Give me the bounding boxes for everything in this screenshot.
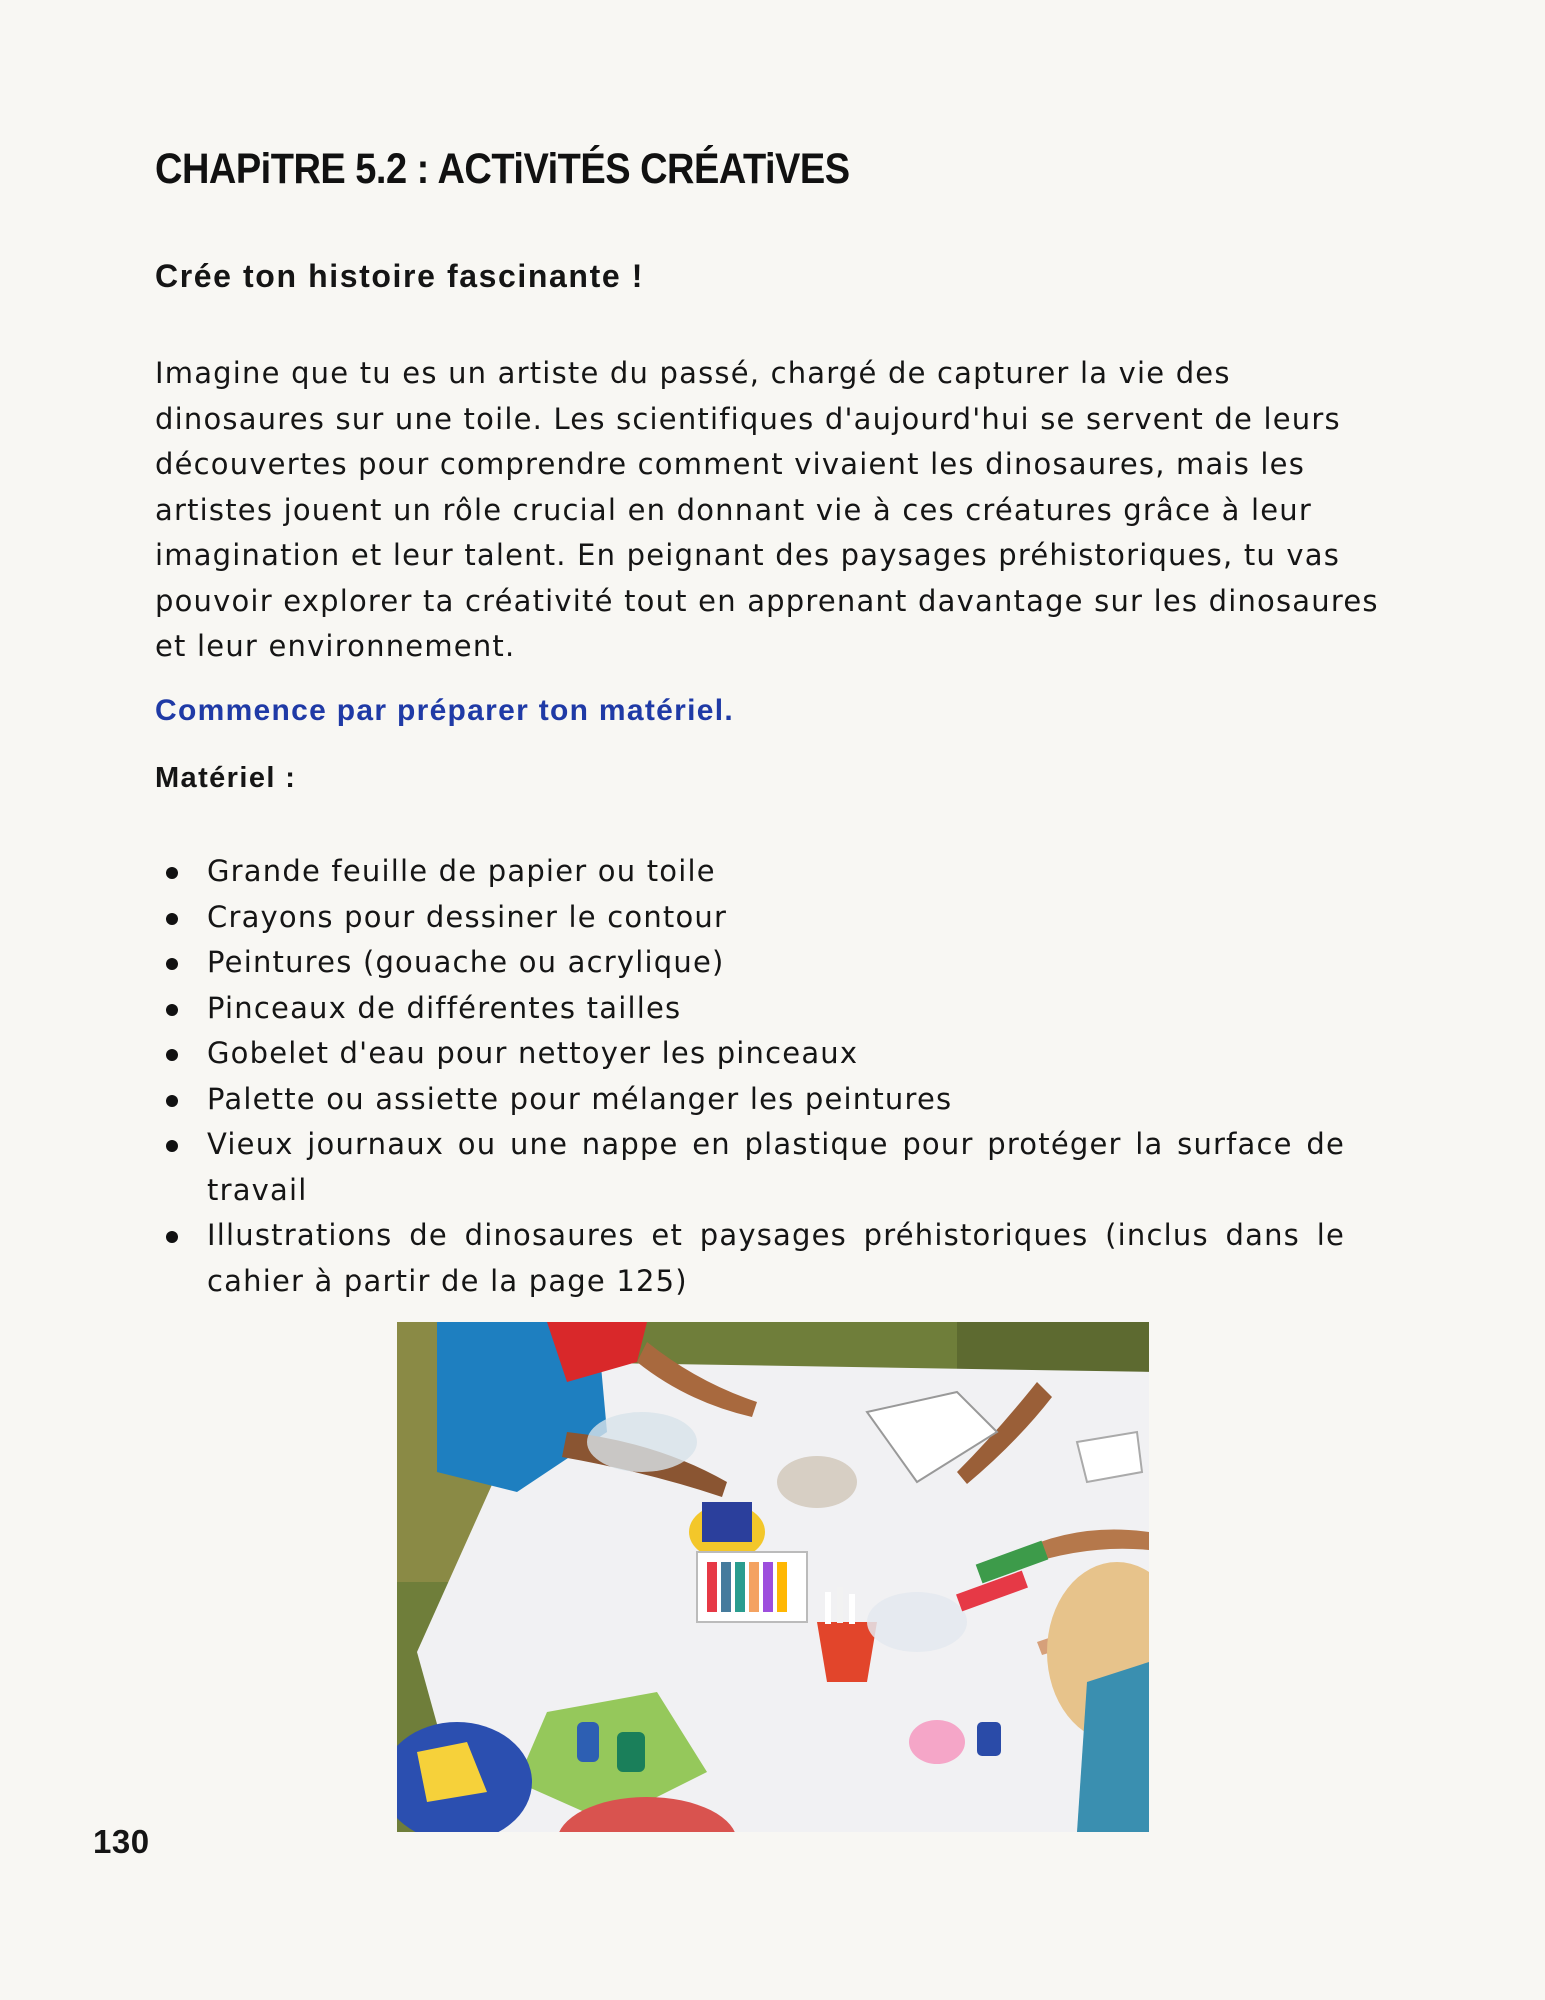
bullet-icon xyxy=(166,1049,178,1061)
list-item xyxy=(155,1077,1345,1123)
bullet-icon xyxy=(166,958,178,970)
chapter-title: CHAPiTRE 5.2 : ACTiViTÉS CRÉATiVES xyxy=(155,146,850,194)
list-item-text: Peintures (gouache ou acrylique) xyxy=(207,945,725,979)
bullet-icon xyxy=(166,1095,178,1107)
list-item xyxy=(155,940,1345,986)
list-item xyxy=(155,1122,1345,1213)
list-item-text: Grande feuille de papier ou toile xyxy=(207,854,716,888)
intro-paragraph: Imagine que tu es un artiste du passé, chargé de capturer la vie des dinosaures sur une toile. Les scientifiques d'aujourd'hui se servent de leurs découvertes pour comprendre comment vivaient les dinosaures, mais les artistes jouent un rôle crucial en donnant vie à ces créatures grâce à leur imagination et leur talent. En peignant des paysages préhistoriques, tu vas pouvoir explorer ta créativité tout en apprenant davantage sur les dinosaures et leur environnement. xyxy=(155,356,1379,663)
list-item-text: Illustrations de dinosaures et paysages préhistoriques (inclus dans le cahier à partir de la page 125) xyxy=(207,1218,1345,1298)
list-item-text: Palette ou assiette pour mélanger les peintures xyxy=(207,1081,953,1116)
bullet-icon xyxy=(166,1004,178,1016)
crafting-photo xyxy=(397,1322,1149,1832)
list-item-text: Vieux journaux ou une nappe en plastique pour protéger la surface de travail xyxy=(207,1127,1345,1207)
section-subtitle: Crée ton histoire fascinante ! xyxy=(155,258,644,294)
materials-callout: Commence par préparer ton matériel. xyxy=(155,694,735,727)
list-item xyxy=(155,986,1345,1032)
materials-list xyxy=(155,849,1345,1304)
bullet-icon xyxy=(166,1231,178,1243)
list-item xyxy=(155,849,1345,895)
list-item xyxy=(155,1031,1345,1077)
list-item-text: Gobelet d'eau pour nettoyer les pinceaux xyxy=(207,1036,859,1070)
bullet-icon xyxy=(166,867,178,879)
materials-label: Matériel : xyxy=(155,762,297,794)
bullet-icon xyxy=(166,1140,178,1152)
list-item-text: Crayons pour dessiner le contour xyxy=(207,899,728,934)
photo-illustration xyxy=(397,1322,1149,1832)
bullet-icon xyxy=(166,913,178,925)
page-number: 130 xyxy=(93,1823,150,1860)
list-item-text: Pinceaux de différentes tailles xyxy=(207,990,682,1025)
list-item xyxy=(155,895,1345,941)
list-item xyxy=(155,1213,1345,1304)
